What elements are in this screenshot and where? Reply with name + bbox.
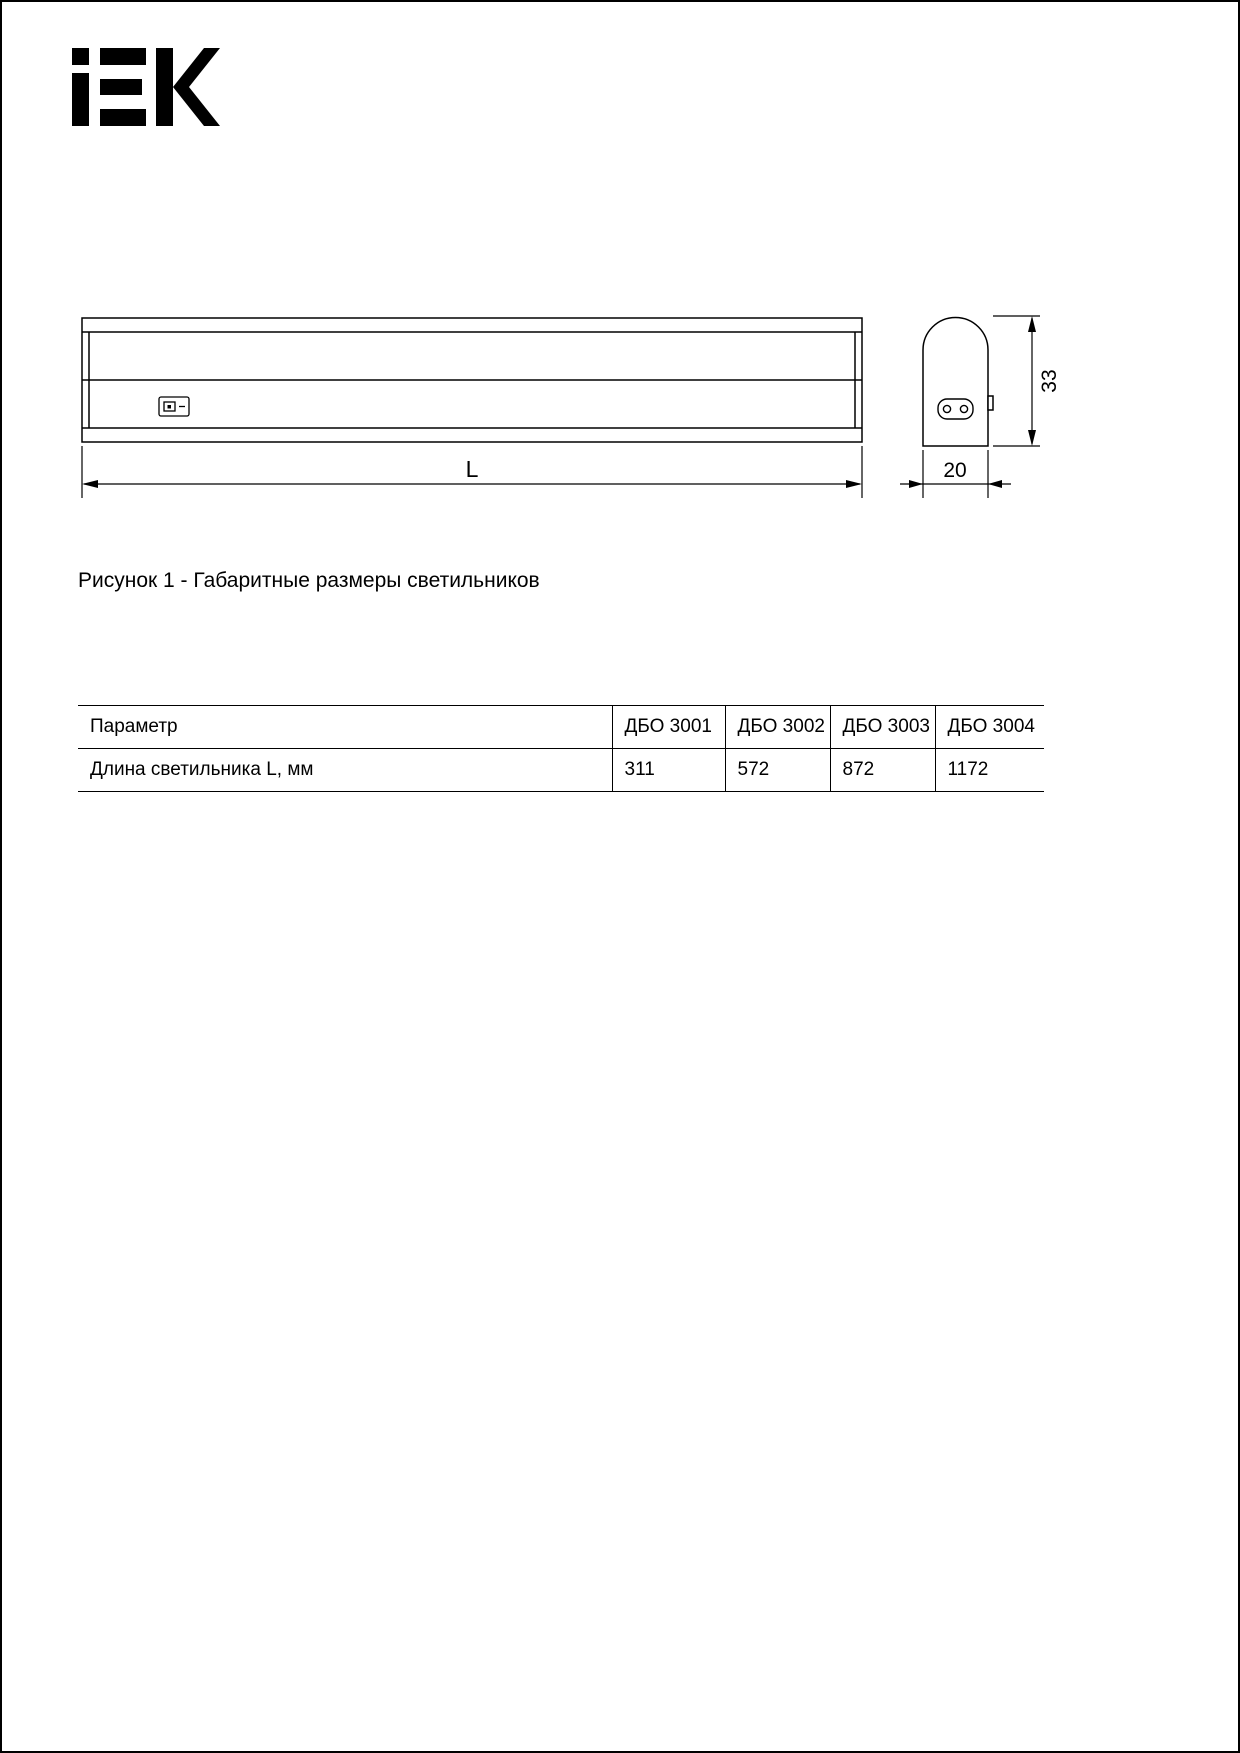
cell-length-dbo-3002: 572: [725, 749, 830, 792]
height-dimension: [993, 316, 1040, 446]
iek-logo-graphic: [70, 46, 220, 128]
cell-length-dbo-3001: 311: [612, 749, 725, 792]
power-switch-icon: [159, 397, 189, 416]
width-dimension-label: 20: [943, 459, 967, 482]
luminaire-side-view: [923, 318, 993, 447]
table-header-dbo-3002: ДБО 3002: [725, 706, 830, 749]
iek-logo: [70, 46, 220, 128]
figure-caption: Рисунок 1 - Габаритные размеры светильников: [78, 569, 540, 592]
table-row: [78, 749, 1044, 792]
height-dimension-label: 33: [1038, 369, 1061, 393]
cell-length-dbo-3004: 1172: [935, 749, 1044, 792]
table-header-parameter: Параметр: [78, 706, 612, 749]
luminaire-front-view: [82, 318, 862, 442]
dimension-drawing: [72, 300, 1082, 515]
cell-parameter-name: Длина светильника L, мм: [78, 749, 612, 792]
length-dimension-label: L: [465, 456, 479, 482]
dimensions-table: [78, 705, 1044, 792]
table-header-row: [78, 706, 1044, 749]
table-header-dbo-3004: ДБО 3004: [935, 706, 1044, 749]
cell-length-dbo-3003: 872: [830, 749, 935, 792]
table-header-dbo-3001: ДБО 3001: [612, 706, 725, 749]
table-header-dbo-3003: ДБО 3003: [830, 706, 935, 749]
